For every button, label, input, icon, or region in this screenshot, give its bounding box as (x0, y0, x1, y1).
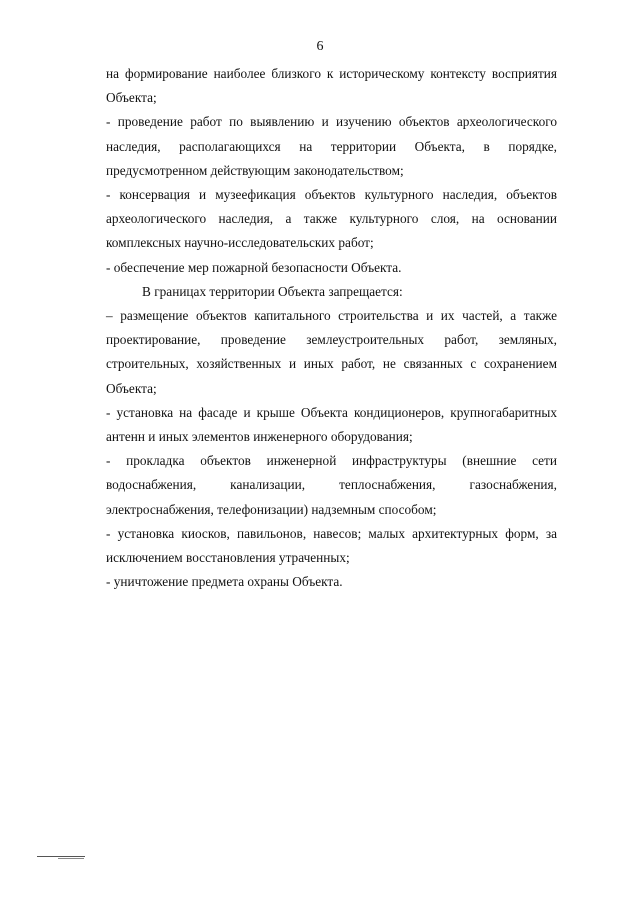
paragraph-conservation: - консервация и музеефикация объектов культурного наследия, объектов археологического наследия, а также культурного слоя, на основании комплексных научно-исследовательских работ; (106, 187, 557, 251)
paragraph-protection-subject: - уничтожение предмета охраны Объекта. (106, 574, 343, 590)
paragraph-fire-safety: - обеспечение мер пожарной безопасности Объекта. (106, 259, 402, 275)
paragraph-infrastructure: - прокладка объектов инженерной инфраструктуры (внешние сети водоснабжения, канализации, теплоснабжения, газоснабжения, электроснабжения, телефонизации) надземным способом; (106, 453, 557, 517)
paragraph-context: на формирование наиболее близкого к историческому контексту восприятия Объекта; (106, 66, 557, 106)
document-body (106, 62, 557, 594)
footer-mark-line (37, 856, 85, 857)
paragraph-facade-equipment: - установка на фасаде и крыше Объекта кондиционеров, крупногабаритных антенн и иных элементов инженерного оборудования; (106, 404, 557, 445)
paragraph-kiosks: - установка киосков, павильонов, навесов; малых архитектурных форм, за исключением восстановления утраченных; (106, 525, 557, 566)
page-number: 6 (316, 39, 324, 54)
paragraph-capital-construction: – размещение объектов капитального строительства и их частей, а также проектирование, проведение землеустроительных работ, земляных, строительных, хозяйственных и иных работ, не связанных с сохранением Объекта; (106, 308, 557, 396)
paragraph-archaeology-works: - проведение работ по выявлению и изучению объектов археологического наследия, располагающихся на территории Объекта, в порядке, предусмотренном действующим законодательством; (106, 114, 557, 178)
paragraph-prohibitions-heading: В границах территории Объекта запрещается: (142, 283, 403, 299)
footer-mark-line-secondary (58, 858, 84, 859)
